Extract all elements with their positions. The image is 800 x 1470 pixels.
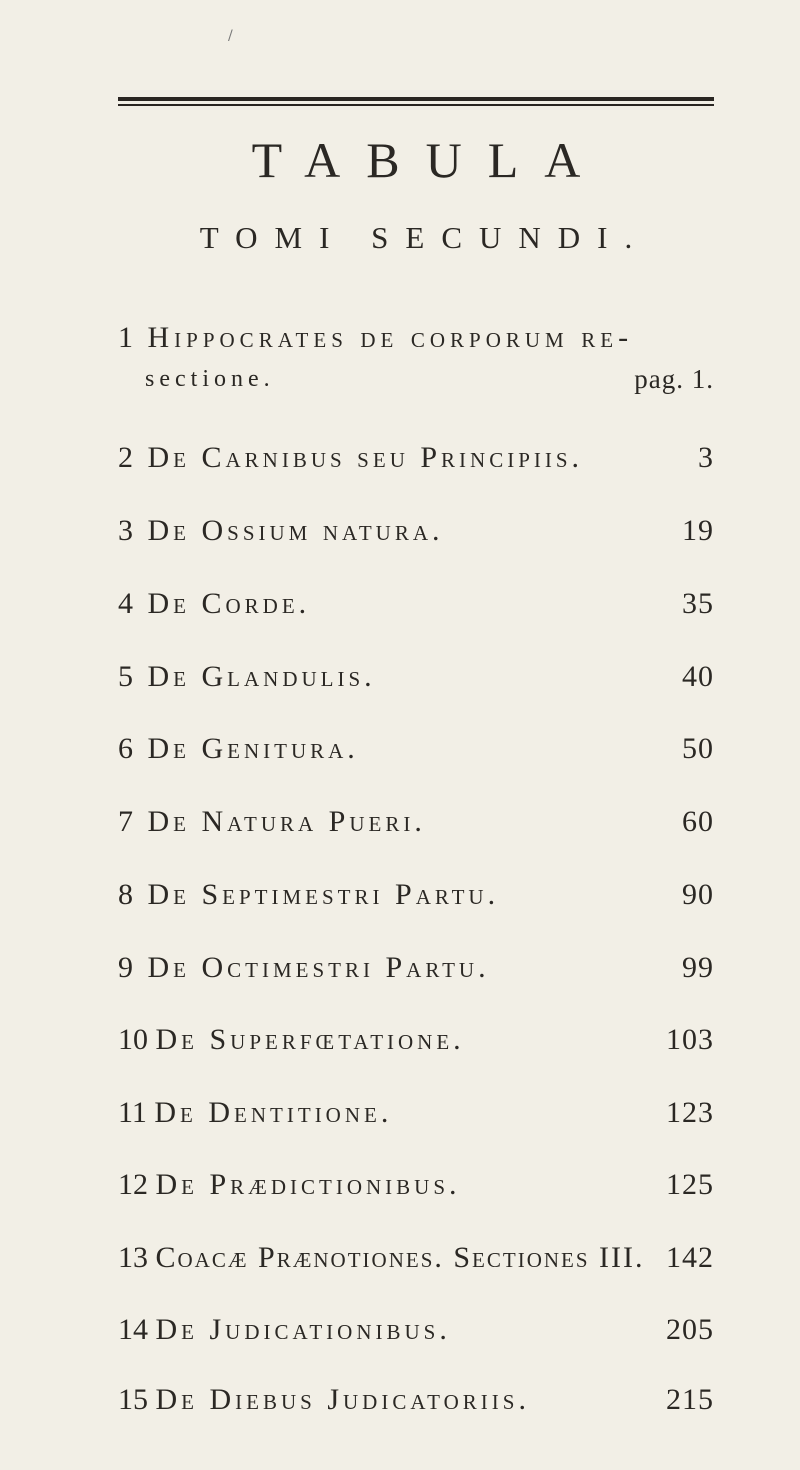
entry-title: De Glandulis. — [147, 660, 376, 693]
entry-number: 7 — [118, 805, 133, 838]
entry-number: 8 — [118, 878, 133, 911]
toc-entry-12 — [118, 1167, 714, 1203]
entry-page: 90 — [682, 878, 714, 911]
entry-page: 50 — [682, 732, 714, 765]
entry-title-continued: sectione. — [145, 366, 275, 392]
entry-number: 2 — [118, 441, 133, 474]
entry-page: 40 — [682, 660, 714, 693]
entry-number: 10 — [118, 1023, 148, 1056]
entry-page: 123 — [666, 1096, 714, 1129]
toc-entry-6 — [118, 731, 714, 767]
entry-title: De Prædictionibus. — [155, 1168, 461, 1201]
toc-entry-2 — [118, 440, 714, 476]
toc-entry-9 — [118, 950, 714, 986]
entry-page: 215 — [666, 1383, 714, 1416]
toc-entry-1 — [118, 320, 714, 356]
entry-title: De Septimestri Partu. — [147, 878, 500, 911]
entry-number: 4 — [118, 587, 133, 620]
entry-page: 99 — [682, 951, 714, 984]
entry-page: 142 — [666, 1241, 714, 1274]
entry-number: 14 — [118, 1313, 148, 1346]
toc-entry-15 — [118, 1382, 714, 1418]
entry-title: De Dentitione. — [154, 1096, 393, 1129]
pen-mark: / — [228, 28, 233, 44]
entry-page: 35 — [682, 587, 714, 620]
entry-page: 60 — [682, 805, 714, 838]
entry-title: De Ossium natura. — [147, 514, 444, 547]
entry-page: 103 — [666, 1023, 714, 1056]
entry-page: 19 — [682, 514, 714, 547]
page-title: TABULA — [251, 132, 607, 188]
header-rule-thick — [118, 97, 714, 101]
entry-title: De Genitura. — [147, 732, 359, 765]
entry-number: 9 — [118, 951, 133, 984]
toc-entry-5 — [118, 659, 714, 695]
entry-page: 205 — [666, 1313, 714, 1346]
entry-number: 15 — [118, 1383, 148, 1416]
entry-number: 12 — [118, 1168, 148, 1201]
toc-entry-4 — [118, 586, 714, 622]
entry-page: pag. 1. — [634, 364, 714, 394]
header-rule-thin — [118, 104, 714, 106]
entry-title: De Carnibus seu Principiis. — [147, 441, 584, 474]
entry-title: Coacæ Prænotiones. Sectiones III. — [155, 1241, 645, 1274]
entry-number: 3 — [118, 514, 133, 547]
entry-title: De Judicationibus. — [155, 1313, 451, 1346]
entry-number: 6 — [118, 732, 133, 765]
toc-entry-8 — [118, 877, 714, 913]
page-subtitle: TOMI SECUNDI. — [199, 220, 650, 255]
entry-number: 1 — [118, 321, 133, 354]
entry-number: 13 — [118, 1241, 148, 1274]
entry-title: De Corde. — [147, 587, 311, 620]
toc-entry-11 — [118, 1095, 714, 1131]
entry-number: 5 — [118, 660, 133, 693]
toc-entry-10 — [118, 1022, 714, 1058]
entry-title: De Diebus Judicatoriis. — [155, 1383, 530, 1416]
entry-page: 125 — [666, 1168, 714, 1201]
toc-entry-14 — [118, 1312, 714, 1348]
entry-title: De Natura Pueri. — [147, 805, 426, 838]
toc-entry-7 — [118, 804, 714, 840]
toc-entry-1-continued — [145, 364, 714, 394]
entry-title: De Superfœtatione. — [155, 1023, 465, 1056]
toc-entry-3 — [118, 513, 714, 549]
toc-entry-13 — [118, 1240, 714, 1276]
entry-title: Hippocrates de corporum re- — [147, 321, 634, 354]
entry-number: 11 — [118, 1096, 147, 1129]
entry-title: De Octimestri Partu. — [147, 951, 490, 984]
entry-page: 3 — [698, 441, 714, 474]
